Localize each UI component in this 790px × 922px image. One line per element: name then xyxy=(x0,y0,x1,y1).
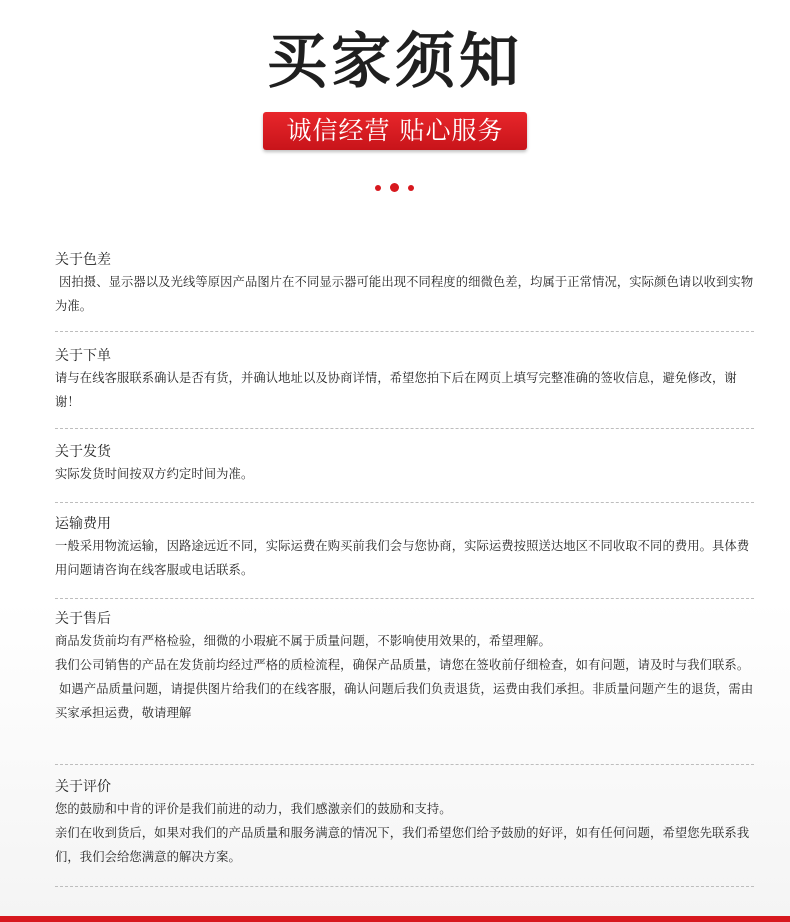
section-body xyxy=(55,270,759,318)
decorative-dots xyxy=(374,182,416,194)
section-divider xyxy=(55,598,754,599)
section-paragraph: 商品发货前均有严格检验，细微的小瑕疵不属于质量问题，不影响使用效果的，希望理解。 xyxy=(55,634,551,648)
section-freight xyxy=(55,514,759,582)
section-paragraph: 我们公司销售的产品在发货前均经过严格的质检流程，确保产品质量，请您在签收前仔细检查，如有问题，请及时与我们联系。 xyxy=(55,658,750,672)
section-divider xyxy=(55,764,754,765)
section-ordering xyxy=(55,346,759,414)
page-title: 买家须知 xyxy=(267,27,523,97)
section-body xyxy=(55,366,759,414)
section-body xyxy=(55,629,759,725)
section-paragraph: 一般采用物流运输，因路途远近不同，实际运费在购买前我们会与您协商，实际运费按照送达地区不同收取不同的费用。具体费用问题请咨询在线客服或电话联系。 xyxy=(55,539,750,577)
section-heading: 关于评价 xyxy=(55,779,111,795)
section-heading: 运输费用 xyxy=(55,516,111,532)
subtitle-banner: 诚信经营 贴心服务 xyxy=(263,112,527,150)
bottom-accent-bar xyxy=(0,916,790,922)
section-paragraph: 因拍摄、显示器以及光线等原因产品图片在不同显示器可能出现不同程度的细微色差，均属于正常情况，实际颜色请以收到实物为准。 xyxy=(55,275,754,313)
dot-icon xyxy=(390,183,399,192)
section-paragraph: 实际发货时间按双方约定时间为准。 xyxy=(55,467,254,481)
dot-icon xyxy=(375,185,381,191)
dot-icon xyxy=(408,185,414,191)
section-paragraph: 如遇产品质量问题，请提供图片给我们的在线客服，确认问题后我们负责退货，运费由我们承担。非质量问题产生的退货，需由买家承担运费，敬请理解 xyxy=(55,682,754,720)
section-reviews xyxy=(55,777,759,869)
section-shipping xyxy=(55,442,759,486)
section-heading: 关于售后 xyxy=(55,611,111,627)
section-heading: 关于发货 xyxy=(55,444,111,460)
section-body xyxy=(55,534,759,582)
section-paragraph: 请与在线客服联系确认是否有货，并确认地址以及协商详情，希望您拍下后在网页上填写完整准确的签收信息，避免修改，谢谢！ xyxy=(55,371,737,409)
section-paragraph: 您的鼓励和中肯的评价是我们前进的动力，我们感激亲们的鼓励和支持。 xyxy=(55,802,452,816)
section-color-difference xyxy=(55,250,759,318)
section-divider xyxy=(55,886,754,887)
section-heading: 关于色差 xyxy=(55,252,111,268)
section-divider xyxy=(55,428,754,429)
section-body xyxy=(55,462,759,486)
section-after-sales xyxy=(55,609,759,725)
section-divider xyxy=(55,331,754,332)
section-paragraph: 亲们在收到货后，如果对我们的产品质量和服务满意的情况下，我们希望您们给予鼓励的好评，如有任何问题，希望您先联系我们，我们会给您满意的解决方案。 xyxy=(55,826,750,864)
section-heading: 关于下单 xyxy=(55,348,111,364)
section-body xyxy=(55,797,759,869)
section-divider xyxy=(55,502,754,503)
